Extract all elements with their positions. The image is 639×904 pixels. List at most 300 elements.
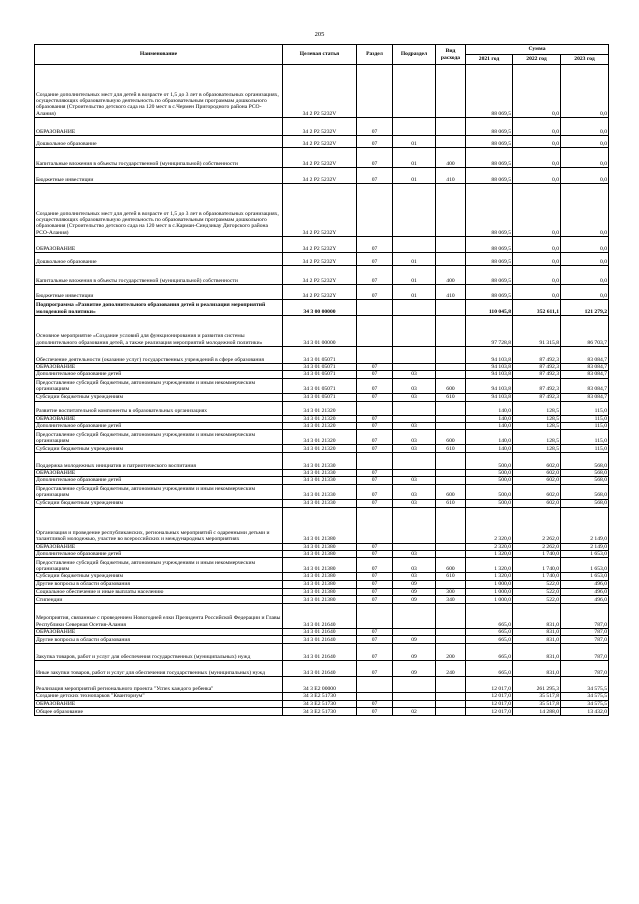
row-expense-type xyxy=(436,184,466,237)
row-sum-2023: 34 575,5 xyxy=(561,693,609,700)
row-target: 34 3 01 05071 xyxy=(283,393,357,401)
row-name: Дошкольное образование xyxy=(35,136,283,148)
row-sum-2023: 2 149,0 xyxy=(561,543,609,550)
row-target: 34 2 P2 5232Y xyxy=(283,184,357,237)
table-row xyxy=(35,477,609,484)
row-name: Субсидии бюджетным учреждениям xyxy=(35,499,283,507)
row-target: 34 3 E2 51730 xyxy=(283,700,357,707)
row-expense-type: 600 xyxy=(436,484,466,499)
row-subsection xyxy=(393,543,436,550)
row-sum-2022: 1 740,0 xyxy=(513,558,561,573)
row-sum-2023: 1 653,0 xyxy=(561,573,609,580)
row-sum-2022: 1 740,0 xyxy=(513,551,561,558)
row-sum-2021: 1 000,0 xyxy=(466,580,513,588)
row-sum-2021: 88 069,5 xyxy=(466,266,513,285)
row-sum-2021: 665,0 xyxy=(466,644,513,661)
row-name: ОБРАЗОВАНИЕ xyxy=(35,118,283,136)
row-sum-2022: 87 492,3 xyxy=(513,378,561,393)
row-sum-2021: 97 728,8 xyxy=(466,316,513,347)
row-sum-2021: 140,0 xyxy=(466,401,513,415)
row-sum-2021: 665,0 xyxy=(466,628,513,635)
row-expense-type xyxy=(436,347,466,364)
row-target: 34 3 01 21640 xyxy=(283,644,357,661)
row-subsection: 01 xyxy=(393,136,436,148)
row-section: 07 xyxy=(357,573,393,580)
row-target: 34 3 01 21330 xyxy=(283,484,357,499)
row-name: Реализация мероприятий регионального проекта "Успех каждого ребенка" xyxy=(35,677,283,693)
row-expense-type xyxy=(436,636,466,644)
row-sum-2021: 500,0 xyxy=(466,470,513,477)
header-name: Наименование xyxy=(35,45,283,65)
row-section: 07 xyxy=(357,636,393,644)
row-sum-2023: 115,0 xyxy=(561,430,609,445)
row-sum-2023: 0,0 xyxy=(561,65,609,118)
row-section: 07 xyxy=(357,393,393,401)
row-target: 34 3 01 21330 xyxy=(283,470,357,477)
row-subsection xyxy=(393,507,436,543)
row-subsection: 09 xyxy=(393,661,436,677)
row-sum-2023: 115,0 xyxy=(561,415,609,422)
row-subsection xyxy=(393,237,436,253)
row-sum-2023: 787,0 xyxy=(561,661,609,677)
row-section: 07 xyxy=(357,118,393,136)
row-name: ОБРАЗОВАНИЕ xyxy=(35,628,283,635)
row-expense-type xyxy=(436,371,466,378)
row-sum-2022: 87 492,3 xyxy=(513,371,561,378)
row-expense-type xyxy=(436,453,466,470)
table-row xyxy=(35,184,609,237)
row-name: Другие вопросы в области образования xyxy=(35,580,283,588)
table-row xyxy=(35,573,609,580)
row-expense-type xyxy=(436,551,466,558)
table-row xyxy=(35,644,609,661)
row-subsection xyxy=(393,603,436,628)
row-target: 34 3 01 21320 xyxy=(283,430,357,445)
row-sum-2023: 34 575,5 xyxy=(561,700,609,707)
row-sum-2022: 2 262,0 xyxy=(513,543,561,550)
row-sum-2023: 496,0 xyxy=(561,588,609,595)
row-subsection: 09 xyxy=(393,588,436,595)
row-sum-2022: 0,0 xyxy=(513,266,561,285)
row-name: ОБРАЗОВАНИЕ xyxy=(35,543,283,550)
row-subsection: 02 xyxy=(393,707,436,715)
row-sum-2022: 0,0 xyxy=(513,253,561,266)
row-expense-type: 600 xyxy=(436,378,466,393)
table-row xyxy=(35,401,609,415)
row-sum-2023: 787,0 xyxy=(561,644,609,661)
row-target: 34 3 01 21320 xyxy=(283,422,357,429)
table-row xyxy=(35,453,609,470)
table-row xyxy=(35,148,609,168)
row-expense-type xyxy=(436,543,466,550)
row-target: 34 2 P2 5232V xyxy=(283,168,357,184)
row-expense-type xyxy=(436,364,466,371)
row-expense-type xyxy=(436,401,466,415)
row-name: Дополнительное образование детей xyxy=(35,551,283,558)
row-subsection xyxy=(393,401,436,415)
table-row xyxy=(35,507,609,543)
row-target: 34 2 P2 5232Y xyxy=(283,266,357,285)
table-row xyxy=(35,628,609,635)
row-sum-2023: 0,0 xyxy=(561,148,609,168)
row-section xyxy=(357,316,393,347)
row-sum-2021: 88 069,5 xyxy=(466,285,513,300)
row-section xyxy=(357,65,393,118)
row-sum-2022: 128,5 xyxy=(513,430,561,445)
row-sum-2022: 522,0 xyxy=(513,580,561,588)
row-sum-2023: 13 432,0 xyxy=(561,707,609,715)
row-sum-2021: 88 069,5 xyxy=(466,65,513,118)
row-subsection xyxy=(393,347,436,364)
row-name: Предоставление субсидий бюджетным, автономным учреждениям и иным некоммерческим организациям xyxy=(35,484,283,499)
table-header xyxy=(35,45,609,65)
row-name: Предоставление субсидий бюджетным, автономным учреждениям и иным некоммерческим организациям xyxy=(35,430,283,445)
row-section: 07 xyxy=(357,445,393,453)
header-year-2021: 2021 год xyxy=(466,55,513,65)
row-subsection: 03 xyxy=(393,551,436,558)
row-sum-2022: 128,5 xyxy=(513,415,561,422)
row-sum-2022: 602,0 xyxy=(513,499,561,507)
row-expense-type: 240 xyxy=(436,661,466,677)
row-sum-2021: 12 017,0 xyxy=(466,700,513,707)
row-section: 07 xyxy=(357,707,393,715)
row-subsection: 01 xyxy=(393,266,436,285)
row-target: 34 2 P2 5232Y xyxy=(283,237,357,253)
row-sum-2021: 88 069,5 xyxy=(466,148,513,168)
row-sum-2021: 140,0 xyxy=(466,430,513,445)
row-sum-2023: 0,0 xyxy=(561,168,609,184)
row-target: 34 3 01 21380 xyxy=(283,558,357,573)
row-sum-2021: 1 000,0 xyxy=(466,595,513,603)
row-sum-2022: 0,0 xyxy=(513,184,561,237)
row-sum-2022: 522,0 xyxy=(513,588,561,595)
row-sum-2023: 568,0 xyxy=(561,499,609,507)
row-expense-type xyxy=(436,316,466,347)
row-sum-2023: 787,0 xyxy=(561,603,609,628)
table-row xyxy=(35,551,609,558)
row-subsection xyxy=(393,470,436,477)
table-row xyxy=(35,588,609,595)
row-target: 34 3 E2 00000 xyxy=(283,677,357,693)
row-expense-type xyxy=(436,253,466,266)
table-row xyxy=(35,300,609,316)
row-name: Иные закупки товаров, работ и услуг для обеспечения государственных (муниципальных) нужд xyxy=(35,661,283,677)
row-target: 34 3 01 21380 xyxy=(283,595,357,603)
table-body xyxy=(35,65,609,716)
table-row xyxy=(35,415,609,422)
row-name: Субсидии бюджетным учреждениям xyxy=(35,393,283,401)
row-section: 07 xyxy=(357,558,393,573)
row-expense-type xyxy=(436,693,466,700)
row-subsection xyxy=(393,364,436,371)
row-sum-2022: 128,5 xyxy=(513,422,561,429)
row-expense-type xyxy=(436,470,466,477)
row-sum-2022: 0,0 xyxy=(513,136,561,148)
row-section: 07 xyxy=(357,430,393,445)
row-sum-2023: 83 084,7 xyxy=(561,393,609,401)
table-row xyxy=(35,253,609,266)
table-row xyxy=(35,393,609,401)
row-sum-2023: 0,0 xyxy=(561,253,609,266)
row-sum-2022: 0,0 xyxy=(513,118,561,136)
row-name: ОБРАЗОВАНИЕ xyxy=(35,470,283,477)
row-sum-2021: 665,0 xyxy=(466,603,513,628)
row-sum-2022: 522,0 xyxy=(513,595,561,603)
row-sum-2023: 115,0 xyxy=(561,445,609,453)
row-sum-2022: 87 492,3 xyxy=(513,393,561,401)
row-sum-2023: 787,0 xyxy=(561,636,609,644)
row-target: 34 3 01 21640 xyxy=(283,603,357,628)
table-row xyxy=(35,499,609,507)
row-target: 34 3 01 05071 xyxy=(283,378,357,393)
row-name: Создание детских технопарков "Кванториум" xyxy=(35,693,283,700)
row-sum-2023: 83 084,7 xyxy=(561,378,609,393)
row-expense-type xyxy=(436,415,466,422)
row-section: 07 xyxy=(357,371,393,378)
row-target: 34 3 01 00000 xyxy=(283,316,357,347)
table-row xyxy=(35,707,609,715)
row-sum-2021: 500,0 xyxy=(466,453,513,470)
row-section: 07 xyxy=(357,588,393,595)
row-section: 07 xyxy=(357,237,393,253)
row-target: 34 3 01 21380 xyxy=(283,543,357,550)
row-expense-type: 600 xyxy=(436,558,466,573)
row-target: 34 3 01 21640 xyxy=(283,628,357,635)
row-sum-2022: 128,5 xyxy=(513,445,561,453)
row-sum-2022: 602,0 xyxy=(513,470,561,477)
row-target: 34 3 01 05071 xyxy=(283,364,357,371)
row-target: 34 2 P2 5232V xyxy=(283,136,357,148)
table-row xyxy=(35,700,609,707)
table-row xyxy=(35,470,609,477)
row-sum-2023: 83 084,7 xyxy=(561,364,609,371)
row-section: 07 xyxy=(357,364,393,371)
row-sum-2023: 86 703,7 xyxy=(561,316,609,347)
row-target: 34 3 E2 51730 xyxy=(283,707,357,715)
table-row xyxy=(35,445,609,453)
row-expense-type: 400 xyxy=(436,148,466,168)
row-expense-type: 200 xyxy=(436,644,466,661)
row-sum-2021: 1 320,0 xyxy=(466,551,513,558)
budget-table xyxy=(34,44,609,716)
row-target: 34 3 01 21320 xyxy=(283,445,357,453)
row-subsection: 03 xyxy=(393,558,436,573)
row-section: 07 xyxy=(357,628,393,635)
row-subsection: 03 xyxy=(393,573,436,580)
row-sum-2023: 1 653,0 xyxy=(561,551,609,558)
header-section: Раздел xyxy=(357,45,393,65)
row-section xyxy=(357,603,393,628)
row-target: 34 3 01 21380 xyxy=(283,551,357,558)
row-target: 34 2 P2 5232Y xyxy=(283,253,357,266)
row-sum-2022: 2 262,0 xyxy=(513,507,561,543)
row-sum-2022: 87 492,3 xyxy=(513,347,561,364)
row-subsection xyxy=(393,677,436,693)
table-row xyxy=(35,347,609,364)
row-name: Общее образование xyxy=(35,707,283,715)
table-row xyxy=(35,118,609,136)
row-sum-2023: 496,0 xyxy=(561,580,609,588)
row-target: 34 3 01 21380 xyxy=(283,573,357,580)
row-name: Субсидии бюджетным учреждениям xyxy=(35,445,283,453)
row-section xyxy=(357,453,393,470)
row-target: 34 3 01 21320 xyxy=(283,415,357,422)
row-sum-2022: 0,0 xyxy=(513,285,561,300)
row-section: 07 xyxy=(357,477,393,484)
row-name: Обеспечение деятельности (оказание услуг) государственных учреждений в сфере образования xyxy=(35,347,283,364)
row-sum-2022: 602,0 xyxy=(513,477,561,484)
row-sum-2021: 2 320,0 xyxy=(466,543,513,550)
header-year-2023: 2023 год xyxy=(561,55,609,65)
row-subsection: 01 xyxy=(393,168,436,184)
row-sum-2023: 34 575,5 xyxy=(561,677,609,693)
row-name: Стипендии xyxy=(35,595,283,603)
row-sum-2021: 140,0 xyxy=(466,445,513,453)
row-section xyxy=(357,677,393,693)
row-expense-type: 300 xyxy=(436,588,466,595)
row-section: 07 xyxy=(357,285,393,300)
row-name: Дополнительное образование детей xyxy=(35,422,283,429)
row-sum-2022: 0,0 xyxy=(513,148,561,168)
row-section xyxy=(357,693,393,700)
row-name: Капитальные вложения в объекты государственной (муниципальной) собственности xyxy=(35,266,283,285)
row-sum-2021: 94 103,8 xyxy=(466,378,513,393)
row-sum-2022: 352 611,1 xyxy=(513,300,561,316)
row-sum-2022: 831,0 xyxy=(513,644,561,661)
row-name: ОБРАЗОВАНИЕ xyxy=(35,237,283,253)
row-subsection xyxy=(393,453,436,470)
row-sum-2021: 1 000,0 xyxy=(466,588,513,595)
row-target: 34 2 P2 5232V xyxy=(283,65,357,118)
row-name: Поддержка молодежных инициатив и патриотического воспитания xyxy=(35,453,283,470)
row-sum-2021: 88 069,5 xyxy=(466,237,513,253)
row-target: 34 3 01 21320 xyxy=(283,401,357,415)
table-row xyxy=(35,636,609,644)
row-section: 07 xyxy=(357,551,393,558)
row-target: 34 3 01 21640 xyxy=(283,636,357,644)
row-expense-type: 610 xyxy=(436,499,466,507)
row-subsection xyxy=(393,700,436,707)
row-name: Развитие воспитательной компоненты в образовательных организациях xyxy=(35,401,283,415)
header-sum: Сумма xyxy=(466,45,609,55)
table-row xyxy=(35,558,609,573)
row-section: 07 xyxy=(357,266,393,285)
row-expense-type xyxy=(436,477,466,484)
row-sum-2023: 121 279,2 xyxy=(561,300,609,316)
row-section: 07 xyxy=(357,253,393,266)
row-subsection: 09 xyxy=(393,580,436,588)
table-row xyxy=(35,595,609,603)
row-expense-type: 410 xyxy=(436,168,466,184)
row-sum-2023: 568,0 xyxy=(561,470,609,477)
row-sum-2023: 0,0 xyxy=(561,237,609,253)
row-subsection: 01 xyxy=(393,253,436,266)
header-subsection: Подраздел xyxy=(393,45,436,65)
row-name: Предоставление субсидий бюджетным, автономным учреждениям и иным некоммерческим организациям xyxy=(35,558,283,573)
row-name: Дополнительное образование детей xyxy=(35,477,283,484)
row-name: ОБРАЗОВАНИЕ xyxy=(35,364,283,371)
header-expense-type: Вид расхода xyxy=(436,45,466,65)
row-expense-type xyxy=(436,507,466,543)
row-expense-type: 400 xyxy=(436,266,466,285)
row-sum-2021: 94 103,8 xyxy=(466,364,513,371)
row-sum-2021: 88 069,5 xyxy=(466,118,513,136)
table-row xyxy=(35,316,609,347)
row-sum-2023: 83 084,7 xyxy=(561,347,609,364)
row-subsection: 03 xyxy=(393,499,436,507)
row-sum-2022: 831,0 xyxy=(513,628,561,635)
header-target: Целевая статья xyxy=(283,45,357,65)
table-row xyxy=(35,661,609,677)
row-section xyxy=(357,507,393,543)
row-sum-2021: 12 017,0 xyxy=(466,677,513,693)
row-name: Предоставление субсидий бюджетным, автономным учреждениям и иным некоммерческим организациям xyxy=(35,378,283,393)
row-name: Подпрограмма «Развитие дополнительного образования детей и реализация мероприятий молодежной политики» xyxy=(35,300,283,316)
row-target: 34 3 01 21330 xyxy=(283,499,357,507)
row-sum-2021: 94 103,8 xyxy=(466,371,513,378)
row-name: Закупка товаров, работ и услуг для обеспечения государственных (муниципальных) нужд xyxy=(35,644,283,661)
row-expense-type: 600 xyxy=(436,430,466,445)
row-sum-2022: 87 492,3 xyxy=(513,364,561,371)
row-sum-2021: 665,0 xyxy=(466,661,513,677)
row-sum-2023: 1 653,0 xyxy=(561,558,609,573)
row-section: 07 xyxy=(357,499,393,507)
row-sum-2022: 831,0 xyxy=(513,603,561,628)
row-subsection: 03 xyxy=(393,378,436,393)
row-section: 07 xyxy=(357,422,393,429)
row-sum-2023: 568,0 xyxy=(561,477,609,484)
row-subsection: 09 xyxy=(393,636,436,644)
row-subsection: 03 xyxy=(393,393,436,401)
row-sum-2021: 94 103,8 xyxy=(466,393,513,401)
row-sum-2021: 140,0 xyxy=(466,422,513,429)
table-row xyxy=(35,378,609,393)
row-target: 34 2 P2 5232V xyxy=(283,118,357,136)
row-expense-type xyxy=(436,300,466,316)
row-sum-2022: 128,5 xyxy=(513,401,561,415)
row-section xyxy=(357,300,393,316)
row-name: Создание дополнительных мест для детей в возрасте от 1,5 до 3 лет в образовательных организациях, осуществляющих образовательную деятельность по образовательным программам дошкольного образования (Строительство детского сада на 120 мест в с.Чермен Пригородного района РСО-Алания) xyxy=(35,65,283,118)
row-name: Создание дополнительных мест для детей в возрасте от 1,5 до 3 лет в образовательных организациях, осуществляющих образовательную деятельность по образовательным программам дошкольного образования (Строительство детского сада на 120 мест в с.Карман-Синдзикау Дигорского района РСО-Алания) xyxy=(35,184,283,237)
row-sum-2022: 1 740,0 xyxy=(513,573,561,580)
row-subsection: 03 xyxy=(393,445,436,453)
row-sum-2023: 568,0 xyxy=(561,484,609,499)
row-sum-2021: 12 017,0 xyxy=(466,693,513,700)
page-number: 205 xyxy=(314,31,325,38)
row-sum-2023: 83 084,7 xyxy=(561,371,609,378)
row-expense-type: 610 xyxy=(436,393,466,401)
row-sum-2021: 140,0 xyxy=(466,415,513,422)
row-expense-type xyxy=(436,136,466,148)
row-sum-2023: 0,0 xyxy=(561,136,609,148)
row-subsection xyxy=(393,118,436,136)
row-sum-2023: 0,0 xyxy=(561,184,609,237)
table-row xyxy=(35,603,609,628)
row-sum-2022: 0,0 xyxy=(513,65,561,118)
row-name: ОБРАЗОВАНИЕ xyxy=(35,415,283,422)
row-sum-2021: 1 320,0 xyxy=(466,558,513,573)
row-subsection: 03 xyxy=(393,477,436,484)
row-section: 07 xyxy=(357,470,393,477)
row-name: Бюджетные инвестиции xyxy=(35,168,283,184)
row-name: Социальное обеспечение и иные выплаты населению xyxy=(35,588,283,595)
row-expense-type xyxy=(436,65,466,118)
row-sum-2023: 496,0 xyxy=(561,595,609,603)
row-section: 07 xyxy=(357,595,393,603)
row-section: 07 xyxy=(357,148,393,168)
row-name: Мероприятия, связанные с проведением Новогодней елки Президента Российской Федерации и Главы Республики Северная Осетия-Алания xyxy=(35,603,283,628)
row-sum-2022: 0,0 xyxy=(513,237,561,253)
